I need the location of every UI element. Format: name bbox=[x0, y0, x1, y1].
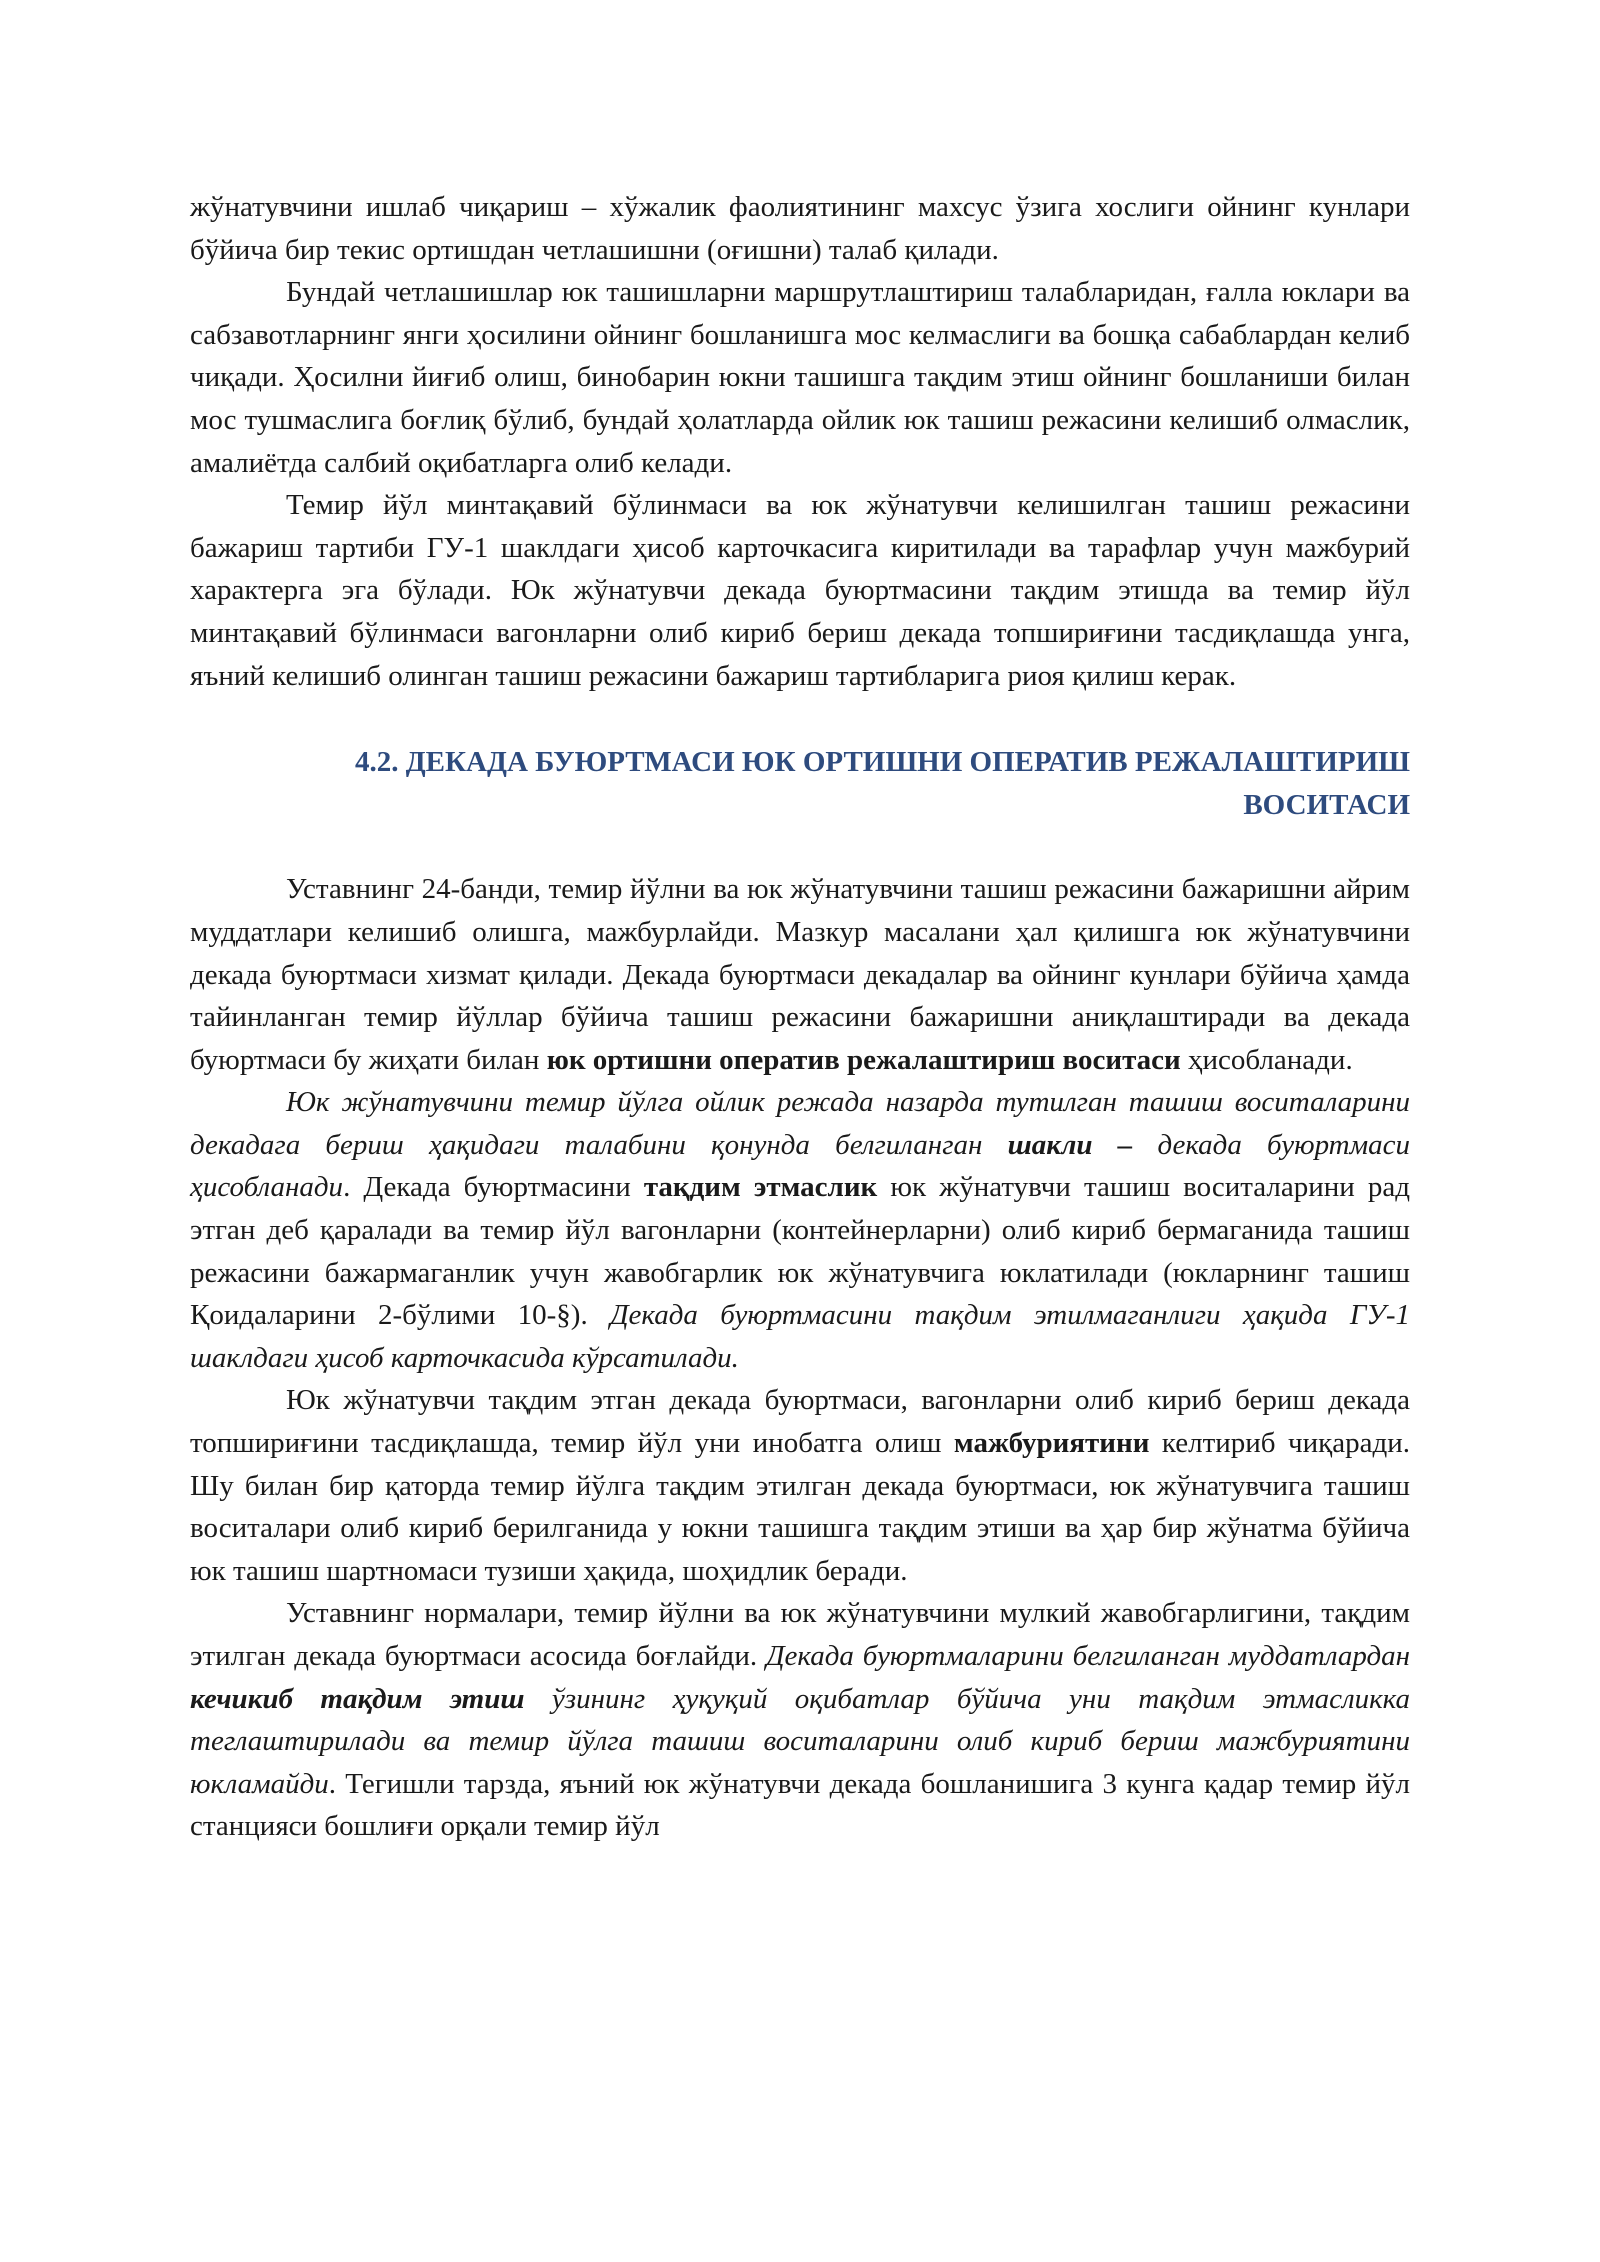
bold-term: тақдим этмаслик bbox=[643, 1171, 878, 1204]
paragraph-4 bbox=[190, 868, 1410, 1081]
section-heading bbox=[190, 741, 1410, 826]
paragraph-1: жўнатувчини ишлаб чиқариш – хўжалик фаолиятининг махсус ўзига хослиги ойнинг кунлари бўйича бир текис ортишдан четлашишни (оғишни) талаб қилади. bbox=[190, 191, 1410, 266]
bold-term: мажбуриятини bbox=[953, 1427, 1150, 1460]
section-heading-line-1: 4.2. ДЕКАДА БУЮРТМАСИ ЮК ОРТИШНИ ОПЕРАТИВ РЕЖАЛАШТИРИШ bbox=[354, 746, 1410, 779]
bold-term: юк ортишни оператив режалаштириш воситаси bbox=[546, 1043, 1181, 1076]
bold-italic-run: шакли – bbox=[1007, 1128, 1133, 1161]
bold-italic-term bbox=[190, 1683, 524, 1715]
text-run: Уставнинг 24-банди, темир йўлни ва юк жўнатувчини ташиш режасини бажаришни айрим муддатлари келишиб олишга, мажбурлайди. Мазкур масалани ҳал қилишга юк жўнатувчини декада буюртмаси хизмат қилади. Декада буюртмаси декадалар ва ойнинг кунлари бўйича ҳамда тайинланган темир йўллар бўйича ташиш режасини бажаришни аниқлаштиради ва декада буюртмаси бу жиҳати билан bbox=[190, 873, 1410, 1076]
text-run: . Декада буюртмасини bbox=[343, 1171, 644, 1204]
text-run: Юк жўнатувчи тақдим этган декада буюртмаси, вагонларни олиб кириб бериш декада топшириғини тасдиқлашда, темир йўл уни инобатга олиш bbox=[190, 1384, 1410, 1460]
text-run: юк жўнатувчи ташиш воситаларини рад этган деб қаралади ва темир йўл вагонларни (контейнерларни) олиб кириб бермаганида ташиш режасини бажармаганлик учун жавобгарлик юк жўнатувчига юклатилади (юкларнинг ташиш Қоидаларини 2-бўлими 10-§). bbox=[190, 1171, 1410, 1332]
text-run: ҳисобланади. bbox=[1180, 1043, 1353, 1076]
italic-run: Юк жўнатувчини темир йўлга ойлик режада назарда тутилган ташиш воситаларини декадага бериш ҳақидаги талабини қонунда белгиланган bbox=[190, 1086, 1410, 1161]
bold-italic-term bbox=[1008, 1129, 1133, 1161]
paragraph-6 bbox=[190, 1379, 1410, 1592]
italic-run: декада буюртмаси ҳисобланади bbox=[190, 1128, 1411, 1204]
paragraph-3: Темир йўл минтақавий бўлинмаси ва юк жўнатувчи келишилган ташиш режасини бажариш тартиби ГУ-1 шаклдаги ҳисоб карточкасига киритилади ва тарафлар учун мажбурий характерга эга бўлади. Юк жўнатувчи декада буюртмасини тақдим этишда ва темир йўл минтақавий бўлинмаси вагонларни олиб кириб бериш декада топшириғини тасдиқлашда унга, яъний келишиб олинган ташиш режасини бажариш тартибларига риоя қилиш керак. bbox=[190, 489, 1410, 692]
italic-run: ўзининг ҳуқуқий оқибатлар бўйича уни тақдим этмасликка теглаштирилади ва темир йўлга ташиш воситаларини олиб кириб бериш мажбуриятини юкламайди bbox=[190, 1682, 1411, 1800]
document-page bbox=[190, 186, 1410, 1848]
italic-run: Декада буюртмасини тақдим этилмаганлиги ҳақида ГУ-1 шаклдаги ҳисоб карточкасида кўрсатилади. bbox=[190, 1299, 1411, 1374]
paragraph-2: Бундай четлашишлар юк ташишларни маршрутлаштириш талабларидан, ғалла юклари ва сабзавотларнинг янги ҳосилини ойнинг бошланишга мос келмаслиги ва бошқа сабаблардан келиб чиқади. Ҳосилни йиғиб олиш, бинобарин юкни ташишга тақдим этиш ойнинг бошланиши билан мос тушмаслига боғлиқ бўлиб, бундай ҳолатларда ойлик юк ташиш режасини келишиб олмаслик, амалиётда салбий оқибатларга олиб келади. bbox=[190, 276, 1410, 479]
paragraph-7 bbox=[190, 1592, 1410, 1848]
italic-run: Декада буюртмаларини белгиланган муддатлардан bbox=[766, 1640, 1411, 1672]
text-run: Уставнинг нормалари, темир йўлни ва юк жўнатувчини мулкий жавобгарлигини, тақдим этилган декада буюртмаси асосида боғлайди. bbox=[190, 1597, 1410, 1672]
text-run: келтириб чиқаради. Шу билан бир қаторда темир йўлга тақдим этилган декада буюртмаси, юк жўнатувчига ташиш воситалари олиб кириб берилганида у юкни ташишга тақдим этиши ва ҳар бир жўнатма бўйича юк ташиш шартномаси тузиши ҳақида, шоҳидлик беради. bbox=[190, 1427, 1411, 1587]
bold-italic-run: кечикиб тақдим этиш bbox=[190, 1682, 525, 1715]
text-run: . Тегишли тарзда, яъний юк жўнатувчи декада бошланишига 3 кунга қадар темир йўл станцияси бошлиғи орқали темир йўл bbox=[190, 1767, 1410, 1843]
paragraph-5 bbox=[190, 1081, 1410, 1379]
section-heading-line-2: ВОСИТАСИ bbox=[1243, 788, 1410, 821]
